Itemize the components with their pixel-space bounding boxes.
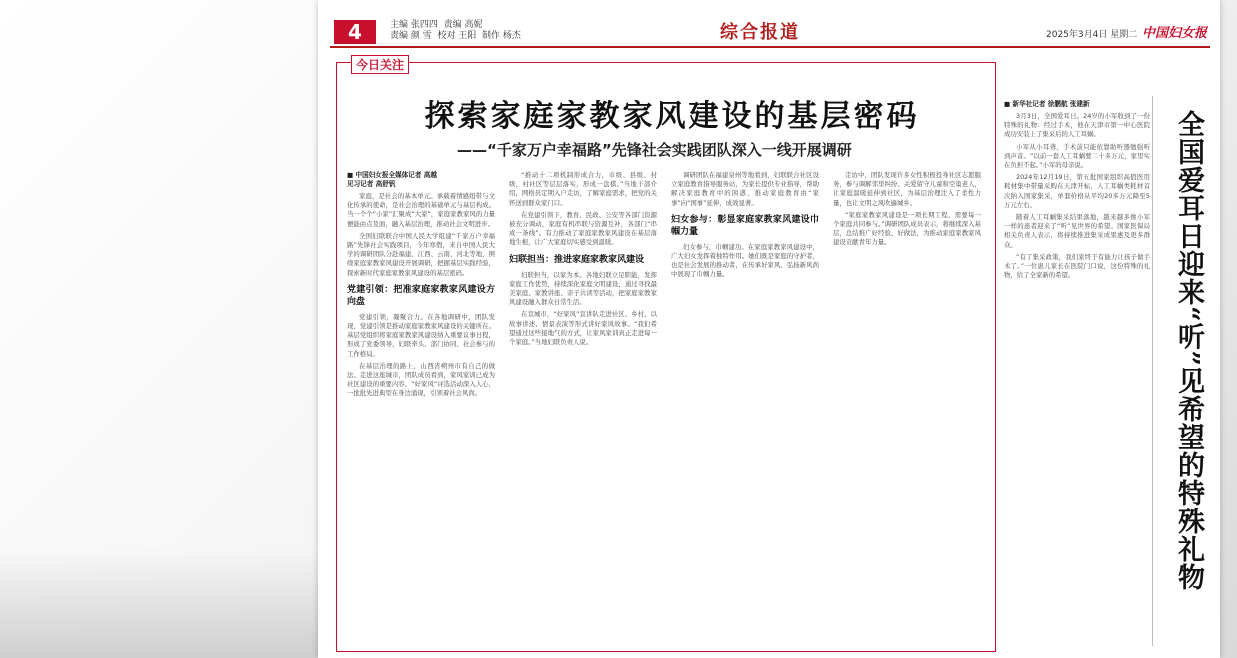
article-column-1 xyxy=(347,171,495,643)
masthead-logo: 中国妇女报 xyxy=(1142,26,1208,41)
paragraph: 在党建引领下，教育、民政、公安等各部门资源被充分调动，家庭有机串联与资源互补，各部门“串成一条线”。有力推动了家庭家教家风建设在基层落地生根，让广大家庭切实感受到温暖。 xyxy=(509,210,657,247)
page-header xyxy=(330,18,1210,48)
paragraph: 在宣城市，“好家风”宣讲队走进社区、乡村，以故事讲述、情景表演等形式讲好家风故事。“我们希望通过这些接地气的方式，让家风家训真正走进每一个家庭。”当地妇联负责人说。 xyxy=(509,310,657,347)
paragraph: “有了集采政策，我们家终于有能力让孩子做手术了。”一位患儿家长在医院门口说，这份特殊的礼物，给了全家新的希望。 xyxy=(1004,252,1150,280)
paragraph: 家庭，是社会的基本单元。承载着情感纽带与文化传承的使命，是社会治理的基础单元与基层构成。当一个个“小家”汇聚成“大家”，家庭家教家风的力量便能由点及面，融入基层治理，推动社会文明进步。 xyxy=(347,192,495,228)
paragraph: 小军从小耳聋，手术前只能依靠助听器勉强听到声音。“以前一套人工耳蜗要二十多万元，家里实在负担不起。”小军的母亲说。 xyxy=(1004,142,1150,170)
newspaper-page xyxy=(318,0,1220,658)
column-divider xyxy=(1152,96,1153,646)
background-shadow xyxy=(0,548,320,658)
paragraph: 党建引领，凝聚合力。在各地调研中，团队发现，党建引领是推动家庭家教家风建设的关键所在。基层党组织将家庭家教家风建设纳入重要议事日程，形成了党委领导、妇联牵头、部门协同、社会参与的工作格局。 xyxy=(347,312,495,358)
paragraph: “家庭家教家风建设是一项长期工程，需要每一个家庭共同参与。”调研团队成员表示，将继续深入基层，总结推广好经验、好做法，为推动家庭家教家风建设贡献青年力量。 xyxy=(833,210,981,247)
feature-story-box xyxy=(336,58,996,652)
article-columns xyxy=(347,171,987,646)
section-subhead: 妇联担当：推进家庭家教家风建设 xyxy=(509,254,645,265)
staff-credits: 主编 张四四 责编 高妮 责编 颜 雪 校对 王阳 制作 杨杰 xyxy=(390,20,521,41)
paragraph: 调研团队在福建泉州等地看到，妇联联合社区设立家庭教育指导服务站，为家长提供专业指导，帮助解决家庭教育中的困惑，推动家庭教育由“家事”向“国事”延伸，成效显著。 xyxy=(671,171,819,207)
side-byline: ■ 新华社记者 徐鹏航 张建新 xyxy=(1004,100,1090,108)
paragraph: 妇联担当，以家为本。各地妇联立足职能，发挥家庭工作优势，持续深化家庭文明建设，通过寻找最美家庭、家教讲座、亲子共读等活动，把家庭家教家风建设融入群众日常生活。 xyxy=(509,270,657,307)
paragraph: 妇女参与，巾帼建功。在家庭家教家风建设中，广大妇女发挥着独特作用。她们既是家庭的守护者，也是社会发展的推动者，在传承好家风、弘扬新风尚中展现了巾帼力量。 xyxy=(671,242,819,279)
page-number: 4 xyxy=(334,20,376,44)
paragraph: 随着人工耳蜗集采结果落地，越来越多像小军一样的患者迎来了“听”见世界的希望。国家医保局相关负责人表示，将持续推进集采成果惠及更多群众。 xyxy=(1004,213,1150,249)
section-title: 综合报道 xyxy=(720,22,800,43)
feature-subhead: ——“千家万户幸福路”先锋社会实践团队深入一线开展调研 xyxy=(457,141,852,159)
article-column-4 xyxy=(833,171,981,643)
article-column-2 xyxy=(509,171,657,643)
paragraph: 全国妇联联合中国人民大学组建“千家万户幸福路”先锋社会实践项目，今年寒假，来自中国人民大学的调研团队分赴福建、江西、云南、河北等地，围绕家庭家教家风建设开展调研，把握基层实践经验，探索新时代家庭家教家风建设的基层密码。 xyxy=(347,231,495,277)
paragraph: 走访中，团队发现许多女性积极投身社区志愿服务，参与调解邻里纠纷、关爱留守儿童和空巢老人，让家庭温暖延伸到社区，为基层治理注入了柔性力量，也让文明之风吹遍城乡。 xyxy=(833,171,981,207)
paragraph: “推动十二项机制形成合力，市级、县级、村级，村社区等层层落实，形成一盘棋。”当地干部介绍，网格员定期入户走访，了解家庭需求，把党的关怀送到群众家门口。 xyxy=(509,171,657,207)
feature-headline: 探索家庭家教家风建设的基层密码 xyxy=(424,99,920,134)
side-headline: 全国爱耳日迎来“听”见希望的特殊礼物 xyxy=(1173,110,1204,592)
section-subhead: 妇女参与：彰显家庭家教家风建设巾帼力量 xyxy=(671,214,819,237)
issue-date: 2025年3月4日 星期二 xyxy=(1046,30,1138,40)
article-byline: ■ 中国妇女报全媒体记者 高越 见习记者 高舒钒 xyxy=(347,171,437,188)
paragraph: 在基层治理的路上，山西省朔州市有自己的做法。走进这座城市，团队成员看到，家风家训已成为社区建设的重要内容，“好家风”评选活动深入人心，一批批先进典型在身边涌现，引领着社会风尚。 xyxy=(347,361,495,398)
section-subhead: 党建引领：把准家庭家教家风建设方向盘 xyxy=(347,284,495,307)
paragraph: 3月3日，全国爱耳日。24岁的小军收到了一份特殊的礼物：经过手术，他在天津市第一中心医院成功安装上了集采后的人工耳蜗。 xyxy=(1004,112,1150,139)
paragraph: 2024年12月19日，第五批国家组织高值医用耗材集中带量采购在天津开标，人工耳蜗类耗材首次纳入国家集采，单套价格从平均20多万元降至5万元左右。 xyxy=(1004,173,1150,209)
side-story xyxy=(1004,100,1150,650)
article-column-3 xyxy=(671,171,819,643)
column-tag: 今日关注 xyxy=(351,55,409,74)
